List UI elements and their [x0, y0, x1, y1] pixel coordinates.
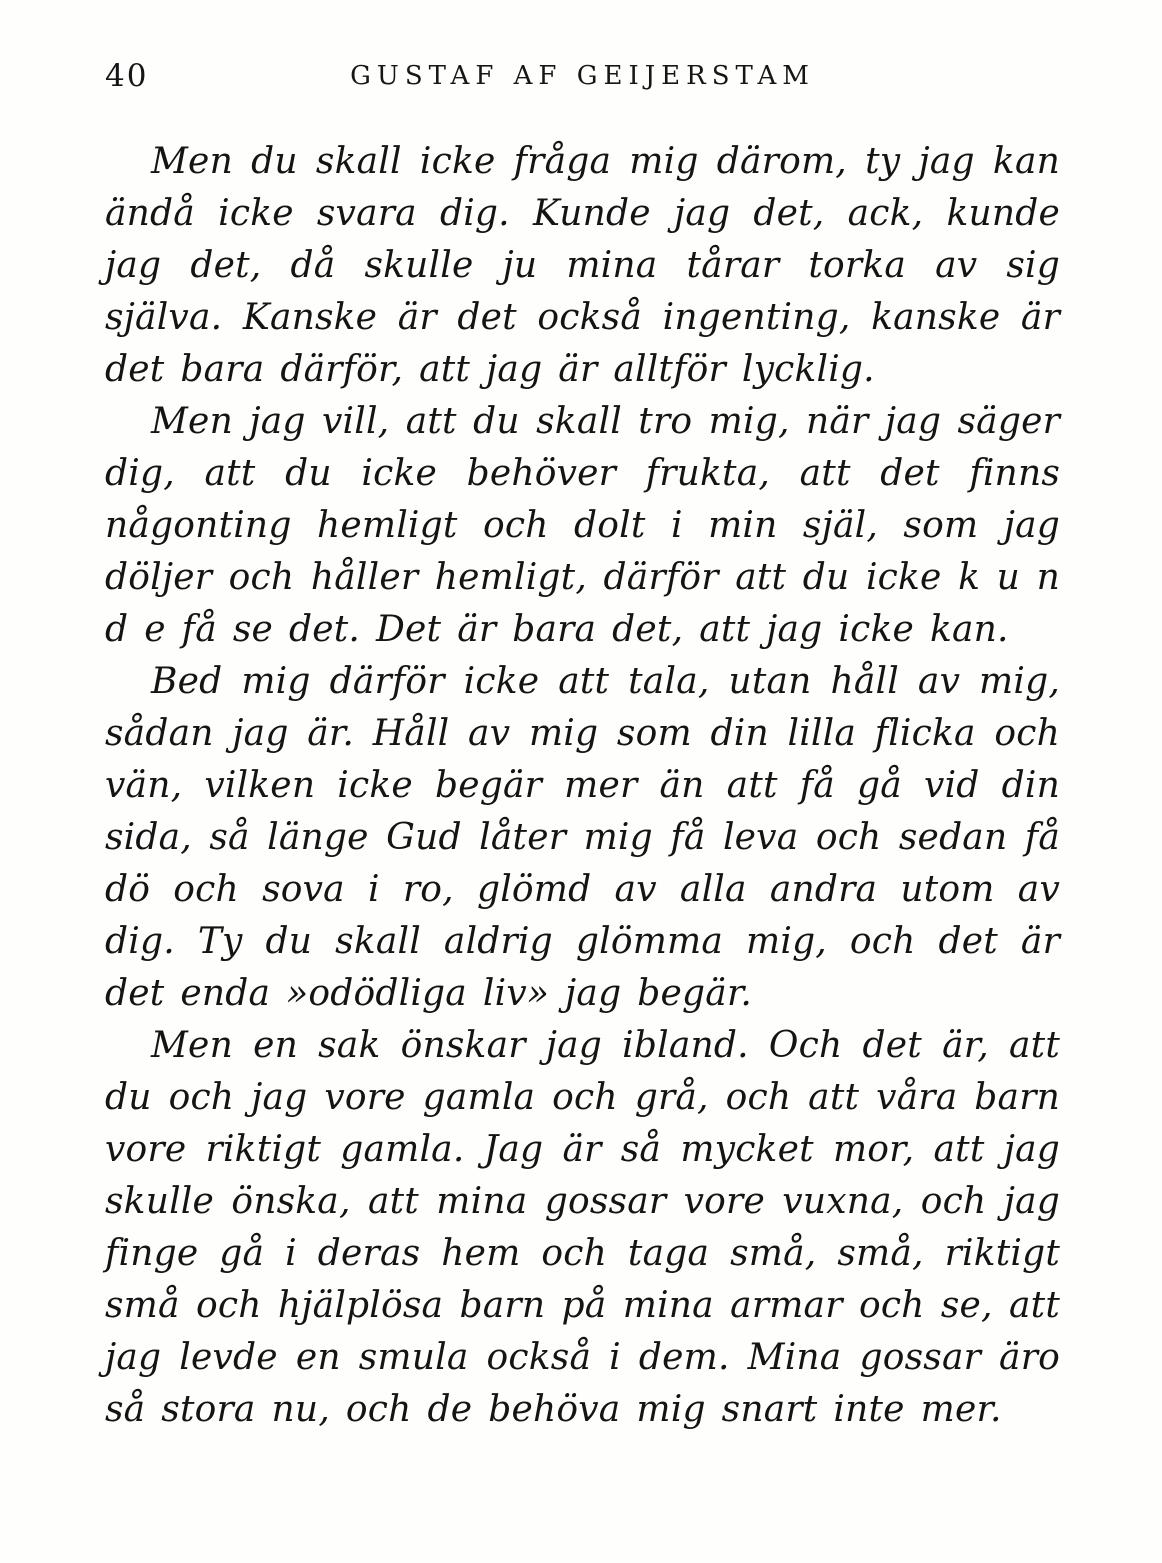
page-number: 40: [105, 58, 149, 94]
body-text: [105, 136, 1060, 1436]
page-header: [105, 58, 1060, 106]
paragraph-4: Men en sak önskar jag ibland. Och det är, att du och jag vore gamla och grå, och att våra barn vore riktigt gamla. Jag är så mycket mor, att jag skulle önska, att mina gossar vore vuxna, och jag finge gå i deras hem och taga små, små, riktigt små och hjälplösa barn på mina armar och se, att jag levde en smula också i dem. Mina gossar äro så stora nu, och de behöva mig snart inte mer.: [105, 1025, 1060, 1430]
running-header: GUSTAF AF GEIJERSTAM: [350, 61, 815, 91]
paragraph-3: Bed mig därför icke att tala, utan håll av mig, sådan jag är. Håll av mig som din lilla flicka och vän, vilken icke begär mer än att få gå vid din sida, så länge Gud låter mig få leva och sedan få dö och sova i ro, glömd av alla andra utom av dig. Ty du skall aldrig glömma mig, och det är det enda »odödliga liv» jag begär.: [105, 661, 1060, 1014]
paragraph-1: Men du skall icke fråga mig därom, ty jag kan ändå icke svara dig. Kunde jag det, ack, kunde jag det, då skulle ju mina tårar torka av sig själva. Kanske är det också ingenting, kanske är det bara därför, att jag är alltför lycklig.: [105, 141, 1060, 390]
paragraph-2: Men jag vill, att du skall tro mig, när jag säger dig, att du icke behöver frukta, att det finns någonting hemligt och dolt i min själ, som jag döljer och håller hemligt, därför att du icke k u n d e få se det. Det är bara det, att jag icke kan.: [105, 401, 1060, 650]
